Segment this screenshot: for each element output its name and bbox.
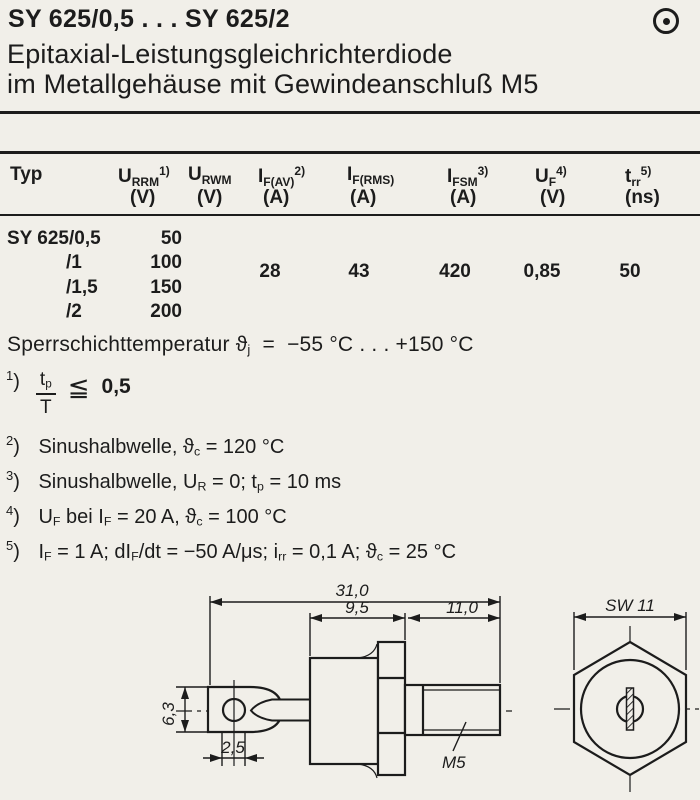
- footnote-2: [6, 433, 284, 459]
- footnote-3-text: Sinushalbwelle, $U_R = 0$; $t_p = 10$ ms: [38, 471, 342, 494]
- less-equal-symbol: ≦: [67, 372, 90, 402]
- dot: [663, 18, 670, 25]
- footnote-1-marker: $^1$): [6, 368, 20, 393]
- table-cell-uf-shared: 0,85: [523, 261, 561, 282]
- dim-label-thread-length: 11,0: [446, 598, 478, 617]
- dim-label-hole-dia: 2,5: [221, 738, 245, 757]
- footnote-2-marker: $^2$): [6, 433, 20, 458]
- table-cell-trr-shared: 50: [619, 261, 641, 282]
- body-fillet-top: [358, 644, 377, 658]
- footnote-4-text: $U_F$ bei $I_F = 20$ A, $ϑ_c = 100$ °C: [38, 506, 287, 529]
- column-header-trr: $t_{rr}^{5)}$: [625, 164, 652, 189]
- unit-trr: (ns): [625, 187, 660, 208]
- unit-ifav: (A): [263, 187, 290, 208]
- unit-ifsm: (A): [450, 187, 477, 208]
- hex-flange: [378, 642, 405, 775]
- column-header-urwm: $U_{RWM}$: [188, 164, 232, 187]
- table-row-typ-2: /1,5: [66, 277, 98, 298]
- divider-rule-top: [0, 111, 700, 114]
- table-cell-urrm-3: 200: [150, 301, 182, 322]
- unit-urwm: (V): [197, 187, 223, 208]
- column-header-ifsm: $I_{FSM}^{3)}$: [447, 164, 489, 189]
- table-header-rule: [0, 214, 700, 216]
- column-header-typ: Typ: [10, 164, 43, 185]
- column-header-ifrms: $I_{F(RMS)}$: [347, 164, 395, 187]
- column-header-ifav: $I_{F(AV)}^{2)}$: [258, 164, 306, 189]
- footnote-1: [6, 368, 131, 417]
- page-subtitle-line2: im Metallgehäuse mit Gewindeanschluß M5: [7, 69, 539, 99]
- thread-label: M5: [442, 753, 466, 772]
- tab-slot-hatched: [627, 688, 634, 730]
- page-subtitle-line1: Epitaxial-Leistungsgleichrichterdiode: [7, 39, 453, 69]
- dim-label-overall-length: 31,0: [335, 581, 369, 600]
- page-title: SY 625/0,5 . . . SY 625/2: [8, 5, 290, 33]
- footnote-3: [6, 468, 341, 494]
- unit-ifrms: (A): [350, 187, 377, 208]
- table-top-rule: [0, 151, 700, 154]
- column-header-urrm: $U_{RRM}^{1)}$: [118, 164, 170, 189]
- footnote-4-marker: $^4$): [6, 503, 20, 528]
- circled-dot-icon: [653, 8, 679, 34]
- lead-wire: [251, 700, 312, 721]
- footnote-2-text: Sinushalbwelle, $ϑ_c = 120$ °C: [38, 436, 285, 459]
- footnote-1-value: 0,5: [101, 375, 131, 398]
- unit-urrm: (V): [130, 187, 156, 208]
- dim-label-tab-width: 6,3: [159, 702, 178, 726]
- dim-label-wrench-size: SW 11: [605, 596, 655, 615]
- column-header-uf: $U_F^{4)}$: [535, 164, 567, 189]
- diode-body: [310, 658, 378, 764]
- table-cell-ifsm-shared: 420: [439, 261, 471, 282]
- footnote-4: [6, 503, 287, 529]
- table-cell-urrm-2: 150: [150, 277, 182, 298]
- side-view-drawing: [159, 581, 512, 778]
- unit-uf: (V): [540, 187, 566, 208]
- dim-label-body-length: 9,5: [345, 598, 369, 617]
- table-cell-urrm-1: 100: [150, 252, 182, 273]
- table-cell-ifav-shared: 28: [259, 261, 281, 282]
- footnote-5-marker: $^5$): [6, 538, 20, 563]
- table-row-typ-1: /1: [66, 252, 82, 273]
- table-row-typ-3: /2: [66, 301, 82, 322]
- package-outline-drawing: [0, 570, 700, 800]
- table-row-typ-0: SY 625/0,5: [7, 228, 101, 249]
- end-view-drawing: [554, 596, 700, 792]
- fraction-tp-over-T: $\frac{t_p}{T}$: [36, 368, 56, 417]
- junction-temperature-note: Sperrschichttemperatur $ϑ_j = -55$ °C . . . +150 °C: [7, 333, 474, 357]
- threaded-stud: [405, 685, 500, 735]
- body-fillet-bottom: [358, 764, 377, 778]
- table-cell-ifrms-shared: 43: [348, 261, 370, 282]
- footnote-3-marker: $^3$): [6, 468, 20, 493]
- table-cell-urrm-0: 50: [160, 228, 182, 249]
- footnote-5: [6, 538, 456, 564]
- footnote-5-text: $I_F = 1$ A; $dI_F/dt = -50$ A/μs; $i_{rr} = 0,1$ A; $ϑ_c = 25$ °C: [38, 541, 457, 564]
